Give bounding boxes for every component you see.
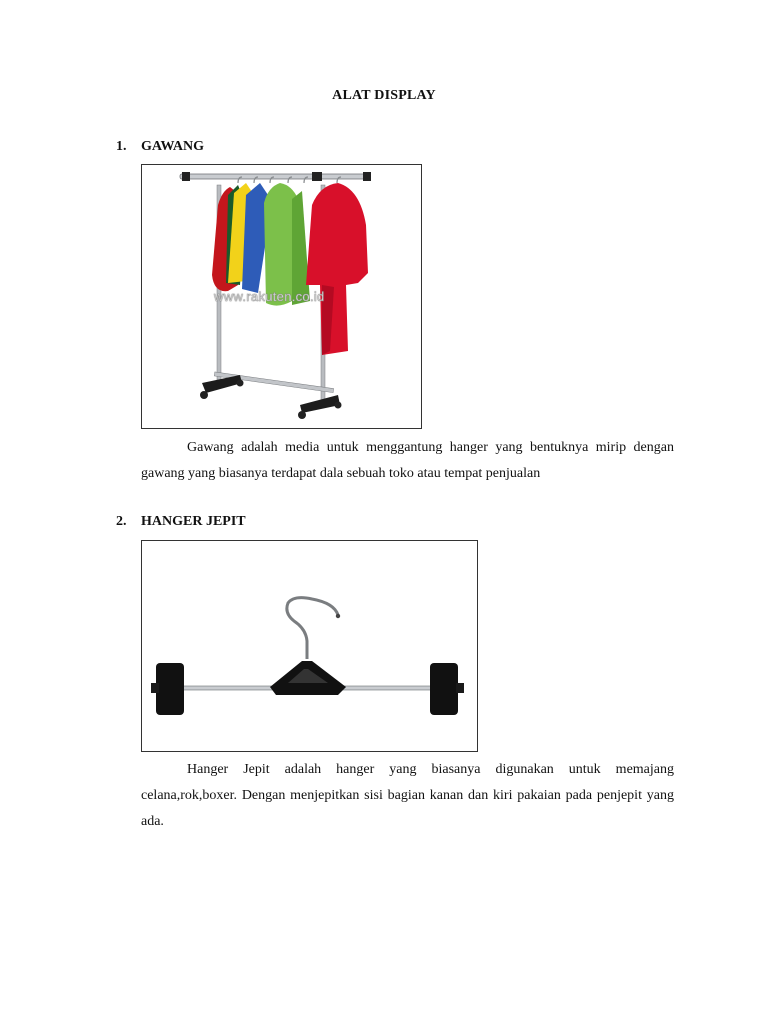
section-title: HANGER JEPIT [141,514,246,529]
section-number: 2. [116,514,127,529]
figure-gawang [141,164,422,429]
garments [212,183,368,355]
section-number: 1. [116,139,127,154]
image-watermark: www.rakuten.co.id [214,289,325,304]
section-heading-hanger-jepit [116,514,246,530]
section-title: GAWANG [141,139,205,154]
paragraph-text: Gawang adalah media untuk menggantung hanger yang bentuknya mirip dengan gawang yang biasanya terdapat dala sebuah toko atau tempat penjualan [141,440,674,481]
figure-hanger-jepit [141,540,478,752]
section-heading-gawang [116,139,204,155]
paragraph-gawang [141,435,674,487]
clip-hanger-image [142,541,477,751]
clothes-rack-image [142,165,421,428]
document-title: ALAT DISPLAY [332,88,436,103]
paragraph-hanger-jepit [141,757,674,835]
paragraph-text: Hanger Jepit adalah hanger yang biasanya digunakan untuk memajang celana,rok,boxer. Dengan menjepitkan sisi bagian kanan dan kiri pakaian pada penjepit yang ada. [141,762,674,829]
